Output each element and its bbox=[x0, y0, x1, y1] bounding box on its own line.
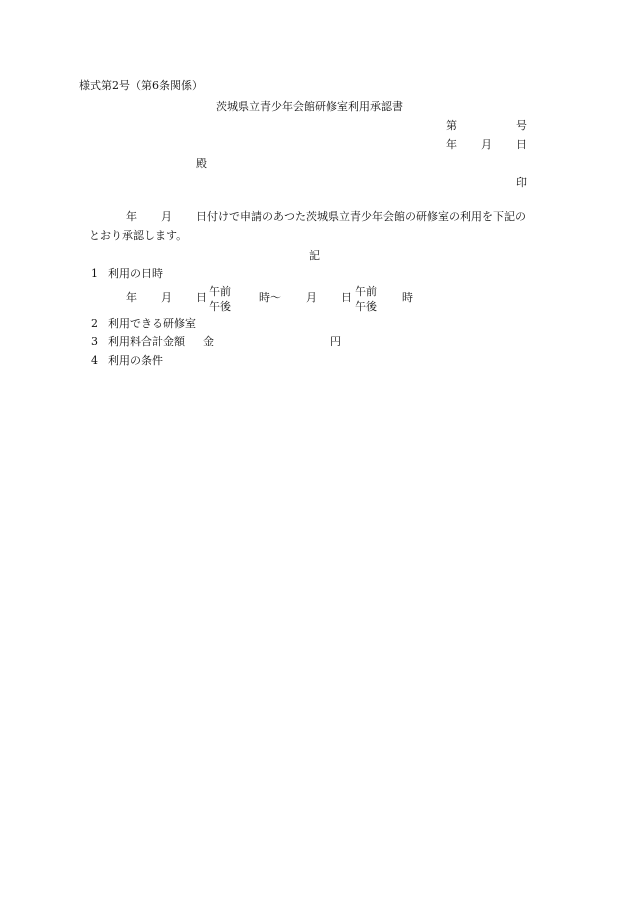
document-title: 茨城県立青少年会館研修室利用承認書 bbox=[216, 100, 403, 113]
form-number: 様式第2号（第6条関係） bbox=[79, 79, 203, 92]
schedule-month2: 月 bbox=[306, 291, 317, 304]
schedule-ji: 時 bbox=[402, 291, 413, 304]
item2-label: 利用できる研修室 bbox=[108, 317, 196, 330]
seal-mark: 印 bbox=[516, 176, 527, 189]
body-year: 年 bbox=[126, 210, 137, 223]
schedule-day2: 日 bbox=[341, 291, 352, 304]
schedule-year: 年 bbox=[126, 291, 137, 304]
item2-number: 2 bbox=[91, 317, 98, 330]
pm-label-1: 午後 bbox=[209, 300, 231, 313]
item4-label: 利用の条件 bbox=[108, 354, 163, 367]
am-label-1: 午前 bbox=[209, 285, 231, 298]
body-month: 月 bbox=[161, 210, 172, 223]
schedule-month1: 月 bbox=[161, 291, 172, 304]
date-day: 日 bbox=[516, 138, 527, 151]
item3-number: 3 bbox=[91, 335, 98, 348]
schedule-ji-kara: 時～ bbox=[259, 291, 281, 304]
schedule-ampm-2 bbox=[355, 284, 377, 314]
date-year: 年 bbox=[446, 138, 457, 151]
body-line2: とおり承認します。 bbox=[89, 229, 188, 242]
pm-label-2: 午後 bbox=[355, 300, 377, 313]
item3-kin: 金 bbox=[203, 335, 214, 348]
date-month: 月 bbox=[481, 138, 492, 151]
item1-number: 1 bbox=[91, 267, 98, 280]
body-line1: 日付けで申請のあつた茨城県立青少年会館の研修室の利用を下記の bbox=[196, 210, 526, 223]
item4-number: 4 bbox=[91, 354, 98, 367]
ref-go: 号 bbox=[516, 119, 527, 132]
am-label-2: 午前 bbox=[355, 285, 377, 298]
ref-dai: 第 bbox=[446, 119, 457, 132]
addressee-suffix: 殿 bbox=[196, 157, 207, 170]
item3-label: 利用料合計金額 bbox=[108, 335, 185, 348]
item3-yen: 円 bbox=[330, 335, 341, 348]
ki-heading: 記 bbox=[309, 249, 320, 262]
item1-label: 利用の日時 bbox=[108, 267, 163, 280]
schedule-day1: 日 bbox=[196, 291, 207, 304]
schedule-ampm-1 bbox=[209, 284, 231, 314]
